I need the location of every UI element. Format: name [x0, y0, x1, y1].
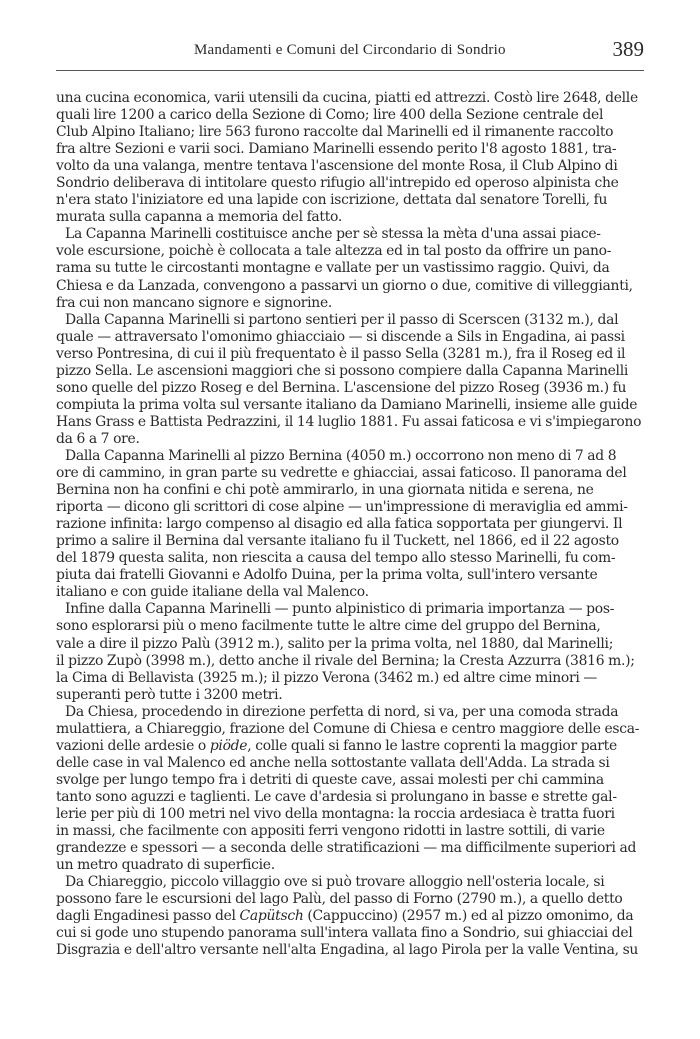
page-number: 389 — [612, 37, 644, 61]
text-line: il pizzo Zupò (3998 m.), detto anche il rivale del Bernina; la Cresta Azzurra (3816 m.); — [56, 652, 635, 669]
text-line: razione infinita: largo compenso al disagio ed alla fatica sopportata per giungervi. Il — [56, 516, 623, 533]
text-line: quali lire 1200 a carico della Sezione di Como; lire 400 della Sezione centrale del — [56, 107, 604, 124]
paragraph — [56, 226, 641, 311]
text-line: vale a dire il pizzo Palù (3912 m.), salito per la prima volta, nel 1880, dal Marinelli; — [56, 635, 614, 652]
text-segment: , colle quali si fanno le lastre coprenti la maggior parte — [247, 737, 617, 754]
text-line: Dalla Capanna Marinelli al pizzo Bernina (4050 m.) occorrono non meno di 7 ad 8 — [65, 447, 617, 464]
text-line: volto da una valanga, mentre tentava l'ascensione del monte Rosa, il Club Alpino di — [56, 158, 618, 175]
text-line: la Cima di Bellavista (3925 m.); il pizzo Verona (3462 m.) ed altre cime minori — — [56, 669, 597, 686]
text-line: tanto sono aguzzi e taglienti. Le cave d'ardesia si prolungano in basse e strette gal- — [56, 788, 617, 805]
text-line: del 1879 questa salita, non riescita a causa del tempo allo stesso Marinelli, fu com- — [56, 550, 616, 567]
text-line: vole escursione, poichè è collocata a tale altezza ed in tal posto da offrire un pano- — [56, 243, 612, 260]
text-line: cui si gode uno stupendo panorama sull'intera vallata fino a Sondrio, sui ghiacciai del — [56, 925, 633, 942]
text-line: da 6 a 7 ore. — [56, 430, 140, 447]
text-line: La Capanna Marinelli costituisce anche per sè stessa la mèta d'una assai piace- — [65, 226, 601, 243]
italic-term: piöde — [209, 737, 248, 754]
text-line: fra altre Sezioni e varii soci. Damiano Marinelli essendo perito l'8 agosto 1881, tra- — [56, 141, 617, 158]
text-line: Bernina non ha confini e chi potè ammirarlo, in una giornata nitida e serena, ne — [56, 482, 594, 499]
text-line: in massi, che facilmente con appositi ferri vengono ridotti in lastre sottili, di varie — [56, 823, 605, 840]
running-title: Mandamenti e Comuni del Circondario di Sondrio — [194, 42, 506, 58]
paragraph — [56, 704, 641, 874]
text-line: quale — attraversato l'omonimo ghiacciaio — si discende a Sils in Engadina, ai passi — [56, 328, 625, 345]
text-line: compiuta la prima volta sul versante italiano da Damiano Marinelli, insieme alle guide — [56, 396, 638, 413]
page-header — [56, 36, 644, 66]
paragraph — [56, 448, 641, 601]
text-line: verso Pontresina, di cui il più frequentato è il passo Sella (3281 m.), fra il Roseg ed il — [56, 345, 626, 362]
text-segment: dagli Engadinesi passo del — [56, 908, 236, 925]
text-line: Da Chiesa, procedendo in direzione perfetta di nord, si va, per una comoda strada — [65, 703, 619, 720]
text-line: ore di cammino, in gran parte su vedrette e ghiacciai, assai faticoso. Il panorama del — [56, 465, 627, 482]
text-line: pizzo Sella. Le ascensioni maggiori che si possono compiere dalla Capanna Marinelli — [56, 362, 629, 379]
text-line: lerie per più di 100 metri nel vivo della montagna: la roccia ardesiaca è tratta fuori — [56, 805, 615, 822]
text-line: primo a salire il Bernina dal versante italiano fu il Tuckett, nel 1866, ed il 22 agosto — [56, 533, 619, 550]
text-line: piuta dai fratelli Giovanni e Adolfo Duina, per la prima volta, sull'intero versante — [56, 567, 598, 584]
paragraph — [56, 874, 641, 959]
text-segment: vazioni delle ardesie o — [56, 737, 206, 754]
italic-term: Capütsch — [239, 908, 304, 925]
text-line: fra cui non mancano signore e signorine. — [56, 294, 333, 311]
text-line: Sondrio deliberava di intitolare questo rifugio all'intrepido ed operoso alpinista che — [56, 175, 619, 192]
text-line: delle case in val Malenco ed anche nella sottostante vallata dell'Adda. La strada si — [56, 754, 610, 771]
text-line: sono quelle del pizzo Roseg e del Bernina. L'ascensione del pizzo Roseg (3936 m.) fu — [56, 379, 627, 396]
text-line: un metro quadrato di superficie. — [56, 857, 275, 874]
text-segment: (Cappuccino) (2957 m.) ed al pizzo omonimo, da — [307, 908, 634, 925]
text-line: murata sulla capanna a memoria del fatto. — [56, 209, 343, 226]
text-line: Hans Grass e Battista Pedrazzini, il 14 luglio 1881. Fu assai faticosa e vi s'impiegarono — [56, 413, 642, 430]
paragraph — [56, 90, 641, 226]
text-line: una cucina economica, varii utensili da cucina, piatti ed attrezzi. Costò lire 2648, delle — [56, 90, 638, 106]
paragraph — [56, 601, 641, 703]
header-rule — [56, 70, 644, 71]
text-line: n'era stato l'iniziatore ed una lapide con iscrizione, dettata dal senatore Torelli, fu — [56, 192, 608, 209]
text-line — [56, 738, 641, 755]
text-line — [56, 908, 641, 925]
text-line: sono esplorarsi più o meno facilmente tutte le altre cime del gruppo del Bernina, — [56, 618, 601, 635]
text-line: grandezze e spessori — a seconda delle stratificazioni — ma difficilmente superiori ad — [56, 840, 637, 857]
text-line: Disgrazia e dell'altro versante nell'alta Engadina, al lago Pirola per la valle Ventina, su — [56, 942, 639, 959]
paragraph — [56, 312, 641, 448]
text-line: Chiesa e da Lanzada, convengono a passarvi un giorno o due, comitive di villeggianti, — [56, 277, 633, 294]
text-line: superanti però tutte i 3200 metri. — [56, 686, 283, 703]
text-line: riporta — dicono gli scrittori di cose alpine — un'impressione di meraviglia ed ammi- — [56, 499, 628, 516]
text-line: mulattiera, a Chiareggio, frazione del Comune di Chiesa e centro maggiore delle esca- — [56, 720, 640, 737]
text-line: possono fare le escursioni del lago Palù, del passo di Forno (2790 m.), a quello detto — [56, 891, 623, 908]
text-line: svolge per lungo tempo fra i detriti di queste cave, assai molesti per chi cammina — [56, 771, 604, 788]
text-line: Da Chiareggio, piccolo villaggio ove si può trovare alloggio nell'osteria locale, si — [65, 874, 605, 891]
text-line: Club Alpino Italiano; lire 563 furono raccolte dal Marinelli ed il rimanente raccolto — [56, 124, 614, 141]
text-line: Dalla Capanna Marinelli si partono sentieri per il passo di Scerscen (3132 m.), dal — [65, 311, 619, 328]
text-line: italiano e con guide italiane della val Malenco. — [56, 584, 369, 601]
text-line: rama su tutte le circostanti montagne e vallate per un vastissimo raggio. Quivi, da — [56, 260, 610, 277]
text-line: Infine dalla Capanna Marinelli — punto alpinistico di primaria importanza — pos- — [65, 601, 615, 618]
body-text — [56, 90, 641, 959]
